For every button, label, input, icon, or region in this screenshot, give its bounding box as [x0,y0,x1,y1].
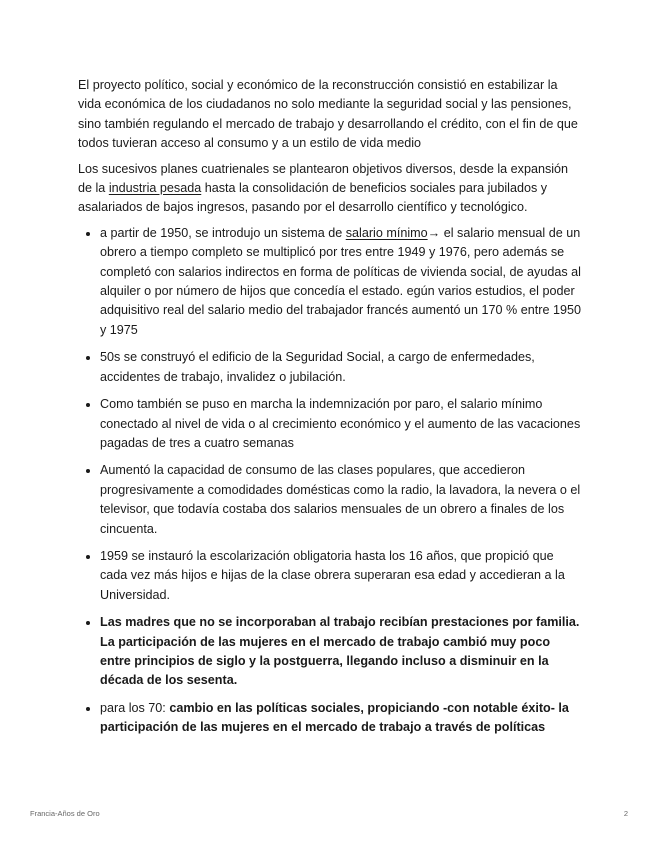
bullet-minimum-wage [100,224,581,340]
page-body [78,76,581,746]
industria-pesada-link[interactable]: industria pesada [108,181,202,196]
bullet-text: a partir de 1950, se introdujo un sistema de [100,225,346,240]
bullet-text-bold: cambio en las políticas sociales, propiciando -con notable éxito- la participación de las mujeres en el mercado de trabajo a través de políticas [100,700,569,735]
paragraph-text: Los sucesivos planes cuatrienales se plantearon objetivos diversos, desde la expansión de la [78,161,569,196]
bullet-unemployment: Como también se puso en marcha la indemnización por paro, el salario mínimo conectado al nivel de vida o al crecimiento económico y el aumento de las vacaciones pagadas de tres a cuatro semanas [100,395,581,453]
bullet-seventies [100,699,581,738]
bullet-mothers [100,613,581,691]
bullet-schooling: 1959 se instauró la escolarización obligatoria hasta los 16 años, que propició que cada vez más hijos e hijas de la clase obrera superaran esa edad y accedieran a la Universidad. [100,547,581,605]
bullet-consumption: Aumentó la capacidad de consumo de las clases populares, que accedieron progresivamente a comodidades domésticas como la radio, la lavadora, la nevera o el televisor, que todavía costaba dos salarios mensuales de un obrero a finales de los cincuenta. [100,461,581,539]
bullet-text: para los 70: [100,700,170,715]
bullet-text: el salario mensual de un obrero a tiempo completo se multiplicó por tres entre 1949 y 1976, pero además se completó con salarios indirectos en forma de políticas de vivienda social, de ayudas al alquiler o por número de hijos que concedía el estado. egún varios estudios, el poder adquisitivo real del salario medio del trabajador francés aumentó un 170 % entre 1950 y 1975 [100,225,581,337]
arrow-icon: → [427,225,441,240]
bullet-list [78,224,581,738]
footer-title: Francia-Años de Oro [30,809,100,818]
bullet-social-security: 50s se construyó el edificio de la Seguridad Social, a cargo de enfermedades, accidentes de trabajo, invalidez o jubilación. [100,348,581,387]
page-footer [30,809,628,818]
paragraph-reconstruction: El proyecto político, social y económico de la reconstrucción consistió en estabilizar la vida económica de los ciudadanos no solo mediante la seguridad social y las pensiones, sino también regulando el mercado de trabajo y desarrollando el crédito, con el fin de que todos tuvieran acceso al consumo y a un estilo de vida medio [78,78,578,151]
paragraph-text: hasta la consolidación de beneficios sociales para jubilados y asalariados de bajos ingresos, pasando por el desarrollo científico y tecnológico. [78,181,548,215]
page-number: 2 [623,809,628,818]
salario-minimo-link[interactable]: salario mínimo [345,225,428,240]
bullet-text-bold: Las madres que no se incorporaban al trabajo recibían prestaciones por familia. La participación de las mujeres en el mercado de trabajo cambió muy poco entre principios de siglo y la postguerra, llegando incluso a disminuir en la década de los sesenta. [100,615,580,688]
paragraph-four-year-plans [78,160,581,218]
